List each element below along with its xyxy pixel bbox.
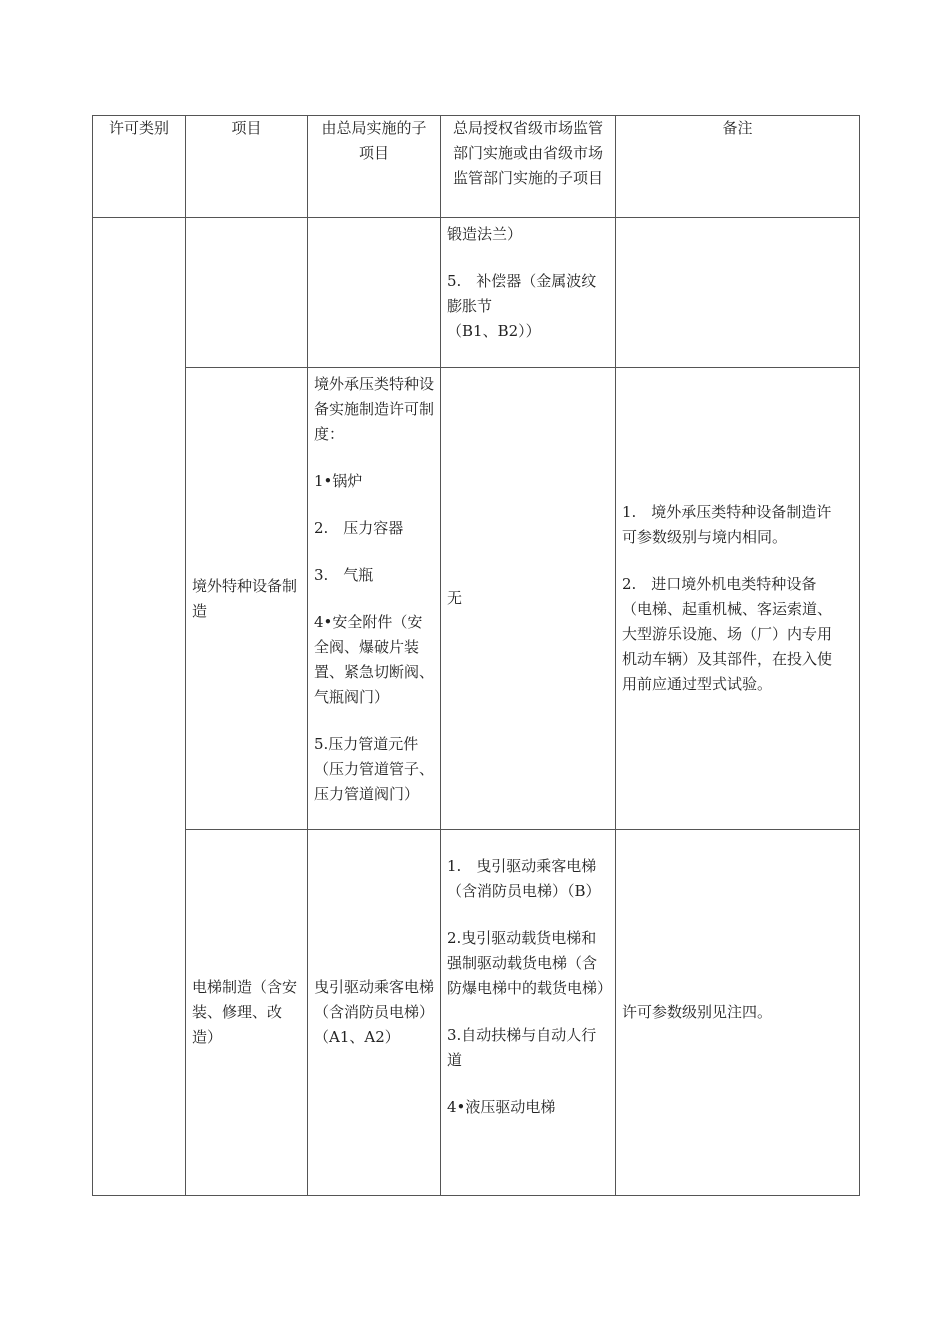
provincial-item: 3.自动扶梯与自动人行道 [447, 1026, 597, 1069]
header-provincial-sub: 总局授权省级市场监管部门实施或由省级市场监管部门实施的子项目 [441, 116, 616, 218]
permit-table [92, 115, 860, 1196]
cell-remarks [616, 830, 860, 1196]
provincial-item: （含消防员电梯）（B） [447, 882, 601, 900]
central-item: 5.压力管道元件（压力管道管子、压力管道阀门） [314, 735, 435, 803]
central-item: 1•锅炉 [314, 472, 363, 490]
provincial-item: 2.曳引驱动载货电梯和强制驱动载货电梯（含防爆电梯中的载货电梯） [447, 929, 613, 997]
table-row [93, 218, 860, 368]
header-remarks: 备注 [616, 116, 860, 218]
central-item: 境外承压类特种设备实施制造许可制度： [314, 375, 435, 443]
cell-central-sub [308, 218, 441, 368]
cell-category [93, 218, 186, 1196]
cell-provincial-sub [441, 218, 616, 368]
central-item: 3. 气瓶 [314, 566, 374, 584]
central-item: 4•安全附件（安全阀、爆破片装置、紧急切断阀、气瓶阀门） [314, 613, 435, 706]
table-row [93, 830, 860, 1196]
provincial-item: 5. 补偿器（金属波纹膨胀节 [447, 272, 597, 315]
cell-remarks [616, 368, 860, 830]
cell-central-sub [308, 368, 441, 830]
header-row [93, 116, 860, 218]
cell-central-sub [308, 830, 441, 1196]
central-item: 2. 压力容器 [314, 519, 404, 537]
provincial-item: 锻造法兰） [447, 225, 523, 243]
table-row [93, 368, 860, 830]
cell-project [186, 218, 308, 368]
remark-item: 2. 进口境外机电类特种设备（电梯、起重机械、客运索道、大型游乐设施、场（厂）内专用机动车辆）及其部件，在投入使用前应通过型式试验。 [622, 575, 833, 693]
remark-item: 1. 境外承压类特种设备制造许可参数级别与境内相同。 [622, 503, 832, 546]
cell-remarks [616, 218, 860, 368]
central-item: 曳引驱动乘客电梯（含消防员电梯）（A1、A2） [314, 978, 435, 1046]
header-category: 许可类别 [93, 116, 186, 218]
cell-provincial-sub [441, 830, 616, 1196]
cell-project: 电梯制造（含安装、修理、改造） [186, 830, 308, 1196]
provincial-item: 4•液压驱动电梯 [447, 1098, 556, 1116]
cell-provincial-sub [441, 368, 616, 830]
remark-item: 许可参数级别见注四。 [622, 1003, 773, 1021]
header-central-sub: 由总局实施的子项目 [308, 116, 441, 218]
provincial-item: （B1、B2）） [447, 322, 541, 340]
provincial-item: 1. 曳引驱动乘客电梯 [447, 857, 597, 875]
cell-project: 境外特种设备制造 [186, 368, 308, 830]
provincial-item: 无 [447, 589, 463, 607]
header-project: 项目 [186, 116, 308, 218]
